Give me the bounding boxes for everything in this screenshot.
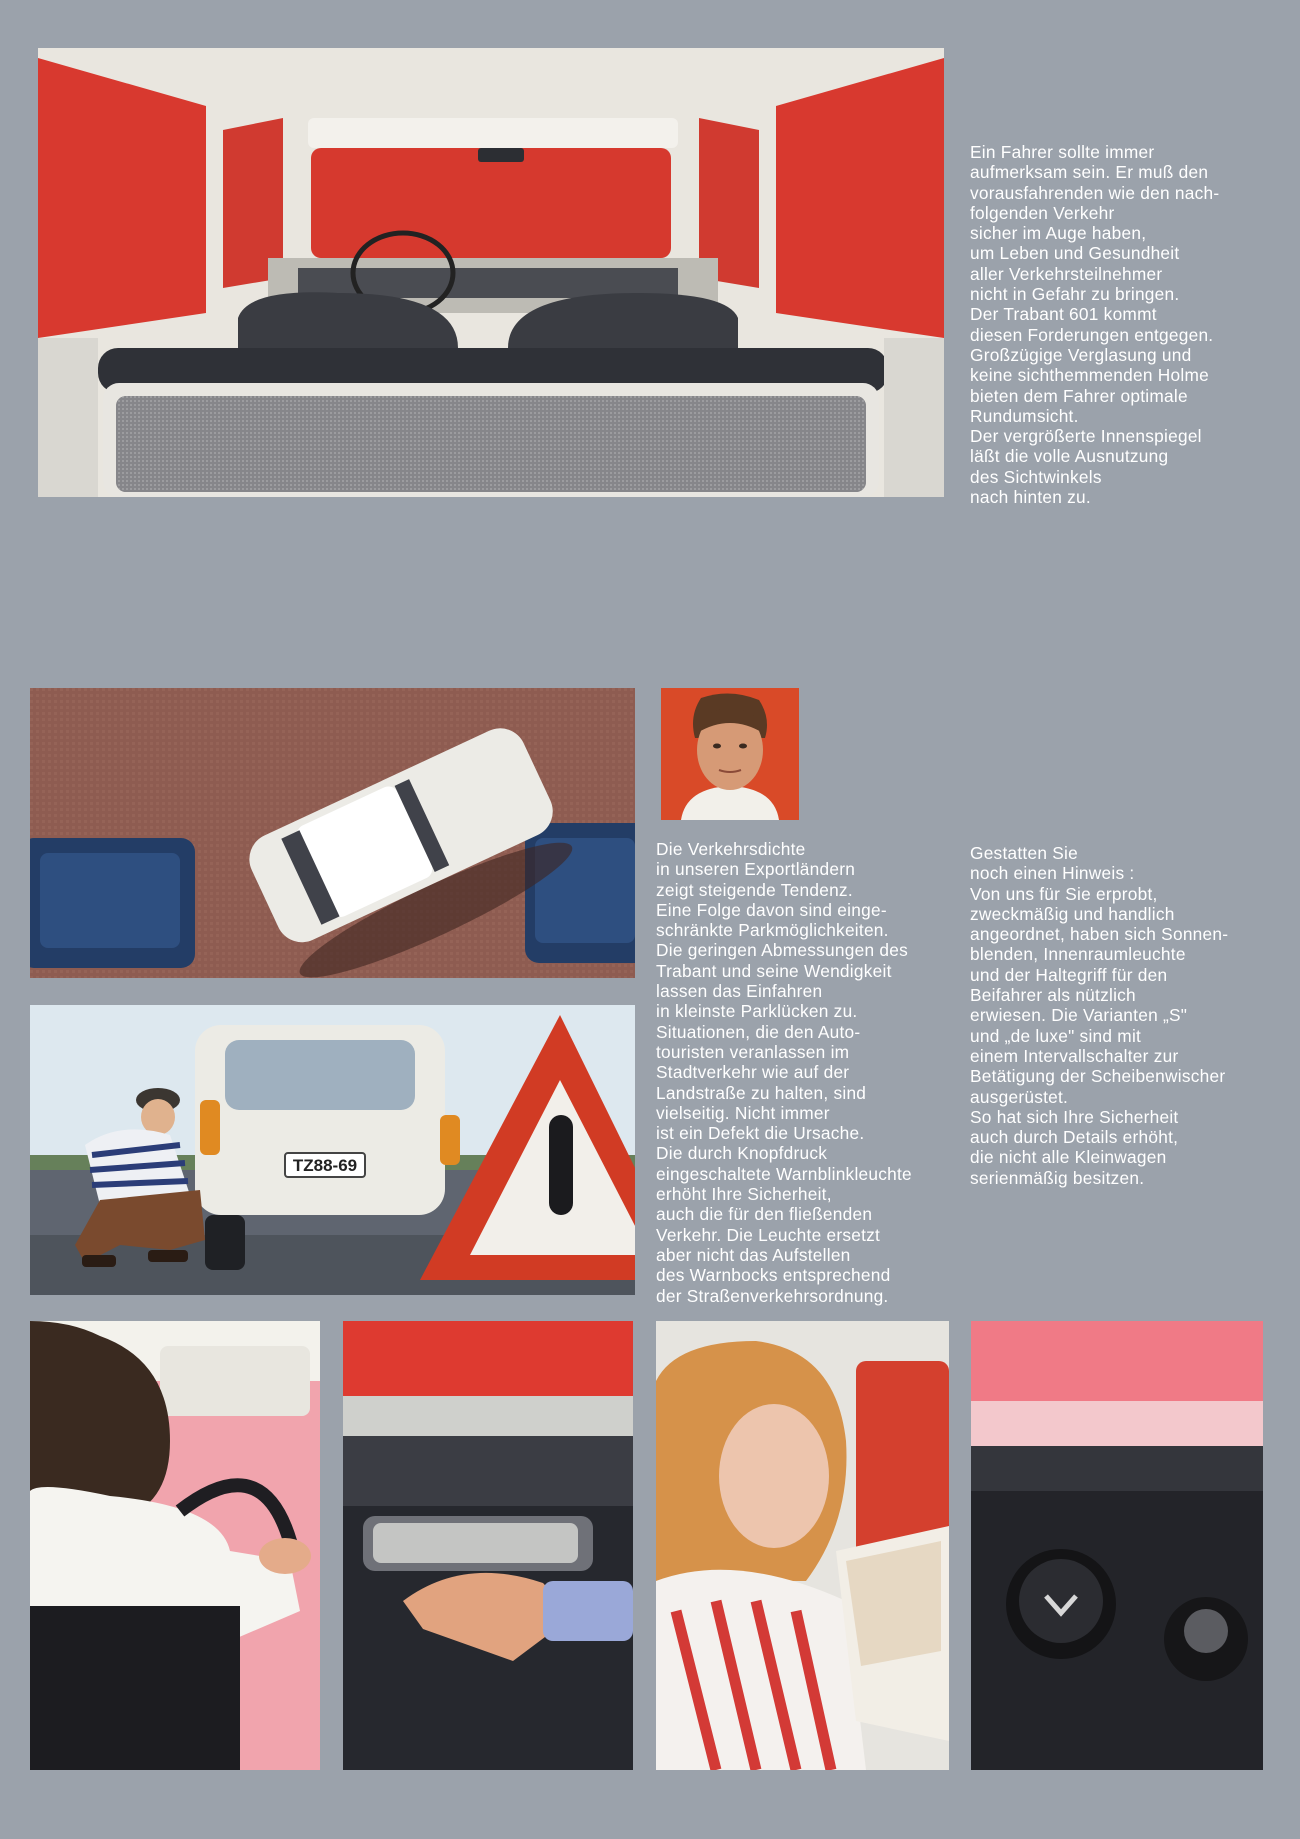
text-line: Die geringen Abmessungen des bbox=[656, 940, 908, 961]
text-line: blenden, Innenraumleuchte bbox=[970, 944, 1186, 965]
text-line: Trabant und seine Wendigkeit bbox=[656, 960, 892, 981]
photo-map-reader bbox=[656, 1321, 949, 1770]
text-column-visibility bbox=[970, 142, 1219, 507]
text-line: des Warnbocks entsprechend bbox=[656, 1265, 891, 1286]
text-column-parking-hazard bbox=[656, 839, 912, 1306]
text-line: die nicht alle Kleinwagen bbox=[970, 1147, 1167, 1168]
text-line: erhöht Ihre Sicherheit, bbox=[656, 1184, 832, 1205]
text-line: Landstraße zu halten, sind bbox=[656, 1082, 867, 1103]
text-line: des Sichtwinkels bbox=[970, 466, 1102, 487]
text-line: noch einen Hinweis : bbox=[970, 863, 1135, 884]
text-line: bieten dem Fahrer optimale bbox=[970, 385, 1188, 406]
text-line: Eine Folge davon sind einge- bbox=[656, 899, 887, 920]
warning-triangle-photo bbox=[30, 1005, 635, 1295]
text-line: erwiesen. Die Varianten „S" bbox=[970, 1005, 1188, 1026]
text-line: Rundumsicht. bbox=[970, 405, 1079, 426]
woman-reading-map-photo bbox=[656, 1321, 949, 1770]
driver-at-wheel-photo bbox=[30, 1321, 320, 1770]
car-interior-rear-view-photo bbox=[38, 48, 944, 497]
photo-dashboard-switches bbox=[971, 1321, 1263, 1770]
text-line: eingeschaltete Warnblinkleuchte bbox=[656, 1163, 912, 1184]
text-line: nach hinten zu. bbox=[970, 487, 1091, 508]
text-column-equipment bbox=[970, 843, 1228, 1188]
text-line: läßt die volle Ausnutzung bbox=[970, 446, 1169, 467]
text-line: Betätigung der Scheibenwischer bbox=[970, 1066, 1226, 1087]
photo-grab-handle bbox=[343, 1321, 633, 1770]
photo-presenter bbox=[661, 688, 799, 820]
text-line: Ein Fahrer sollte immer bbox=[970, 142, 1155, 162]
text-line: touristen veranlassen im bbox=[656, 1041, 850, 1062]
text-line: in kleinste Parklücken zu. bbox=[656, 1001, 858, 1022]
text-line: Von uns für Sie erprobt, bbox=[970, 883, 1158, 904]
text-line: und der Haltegriff für den bbox=[970, 964, 1168, 985]
text-line: aber nicht das Aufstellen bbox=[656, 1244, 851, 1265]
text-line: zeigt steigende Tendenz. bbox=[656, 879, 853, 900]
photo-car-interior bbox=[38, 48, 944, 497]
text-line: in unseren Exportländern bbox=[656, 859, 856, 880]
text-line: Die durch Knopfdruck bbox=[656, 1143, 828, 1164]
dashboard-switches-photo bbox=[971, 1321, 1263, 1770]
text-line: diesen Forderungen entgegen. bbox=[970, 324, 1214, 345]
text-line: Gestatten Sie bbox=[970, 843, 1078, 863]
text-line: auch durch Details erhöht, bbox=[970, 1127, 1179, 1148]
text-line: um Leben und Gesundheit bbox=[970, 243, 1180, 264]
text-line: Der vergrößerte Innenspiegel bbox=[970, 426, 1202, 447]
text-line: Die Verkehrsdichte bbox=[656, 839, 806, 859]
photo-warning-triangle bbox=[30, 1005, 635, 1295]
text-line: Der Trabant 601 kommt bbox=[970, 304, 1157, 325]
text-line: ist ein Defekt die Ursache. bbox=[656, 1123, 865, 1144]
text-line: aufmerksam sein. Er muß den bbox=[970, 162, 1209, 183]
text-line: sicher im Auge haben, bbox=[970, 223, 1147, 244]
text-line: Verkehr. Die Leuchte ersetzt bbox=[656, 1224, 881, 1245]
text-line: auch die für den fließenden bbox=[656, 1204, 873, 1225]
car-parking-aerial-photo bbox=[30, 688, 635, 978]
license-plate: TZ88-69 bbox=[292, 1156, 358, 1175]
text-line: Beifahrer als nützlich bbox=[970, 985, 1136, 1006]
text-line: lassen das Einfahren bbox=[656, 981, 823, 1002]
photo-parking bbox=[30, 688, 635, 978]
photo-driver bbox=[30, 1321, 320, 1770]
text-line: angeordnet, haben sich Sonnen- bbox=[970, 924, 1229, 945]
text-line: einem Intervallschalter zur bbox=[970, 1045, 1179, 1066]
text-line: nicht in Gefahr zu bringen. bbox=[970, 284, 1180, 305]
text-line: So hat sich Ihre Sicherheit bbox=[970, 1106, 1179, 1127]
text-line: Stadtverkehr wie auf der bbox=[656, 1062, 850, 1083]
text-line: der Straßenverkehrsordnung. bbox=[656, 1285, 889, 1306]
handle-grip-photo bbox=[343, 1321, 633, 1770]
text-line: folgenden Verkehr bbox=[970, 202, 1115, 223]
man-portrait-photo bbox=[661, 688, 799, 820]
text-line: aller Verkehrsteilnehmer bbox=[970, 263, 1163, 284]
text-line: zweckmäßig und handlich bbox=[970, 903, 1175, 924]
text-line: keine sichthemmenden Holme bbox=[970, 365, 1209, 386]
text-line: vielseitig. Nicht immer bbox=[656, 1102, 830, 1123]
text-line: Situationen, die den Auto- bbox=[656, 1021, 861, 1042]
text-line: ausgerüstet. bbox=[970, 1086, 1069, 1107]
text-line: und „de luxe" sind mit bbox=[970, 1025, 1142, 1046]
text-line: vorausfahrenden wie den nach- bbox=[970, 182, 1220, 203]
text-line: serienmäßig besitzen. bbox=[970, 1167, 1145, 1188]
text-line: schränkte Parkmöglichkeiten. bbox=[656, 920, 889, 941]
text-line: Großzügige Verglasung und bbox=[970, 344, 1192, 365]
